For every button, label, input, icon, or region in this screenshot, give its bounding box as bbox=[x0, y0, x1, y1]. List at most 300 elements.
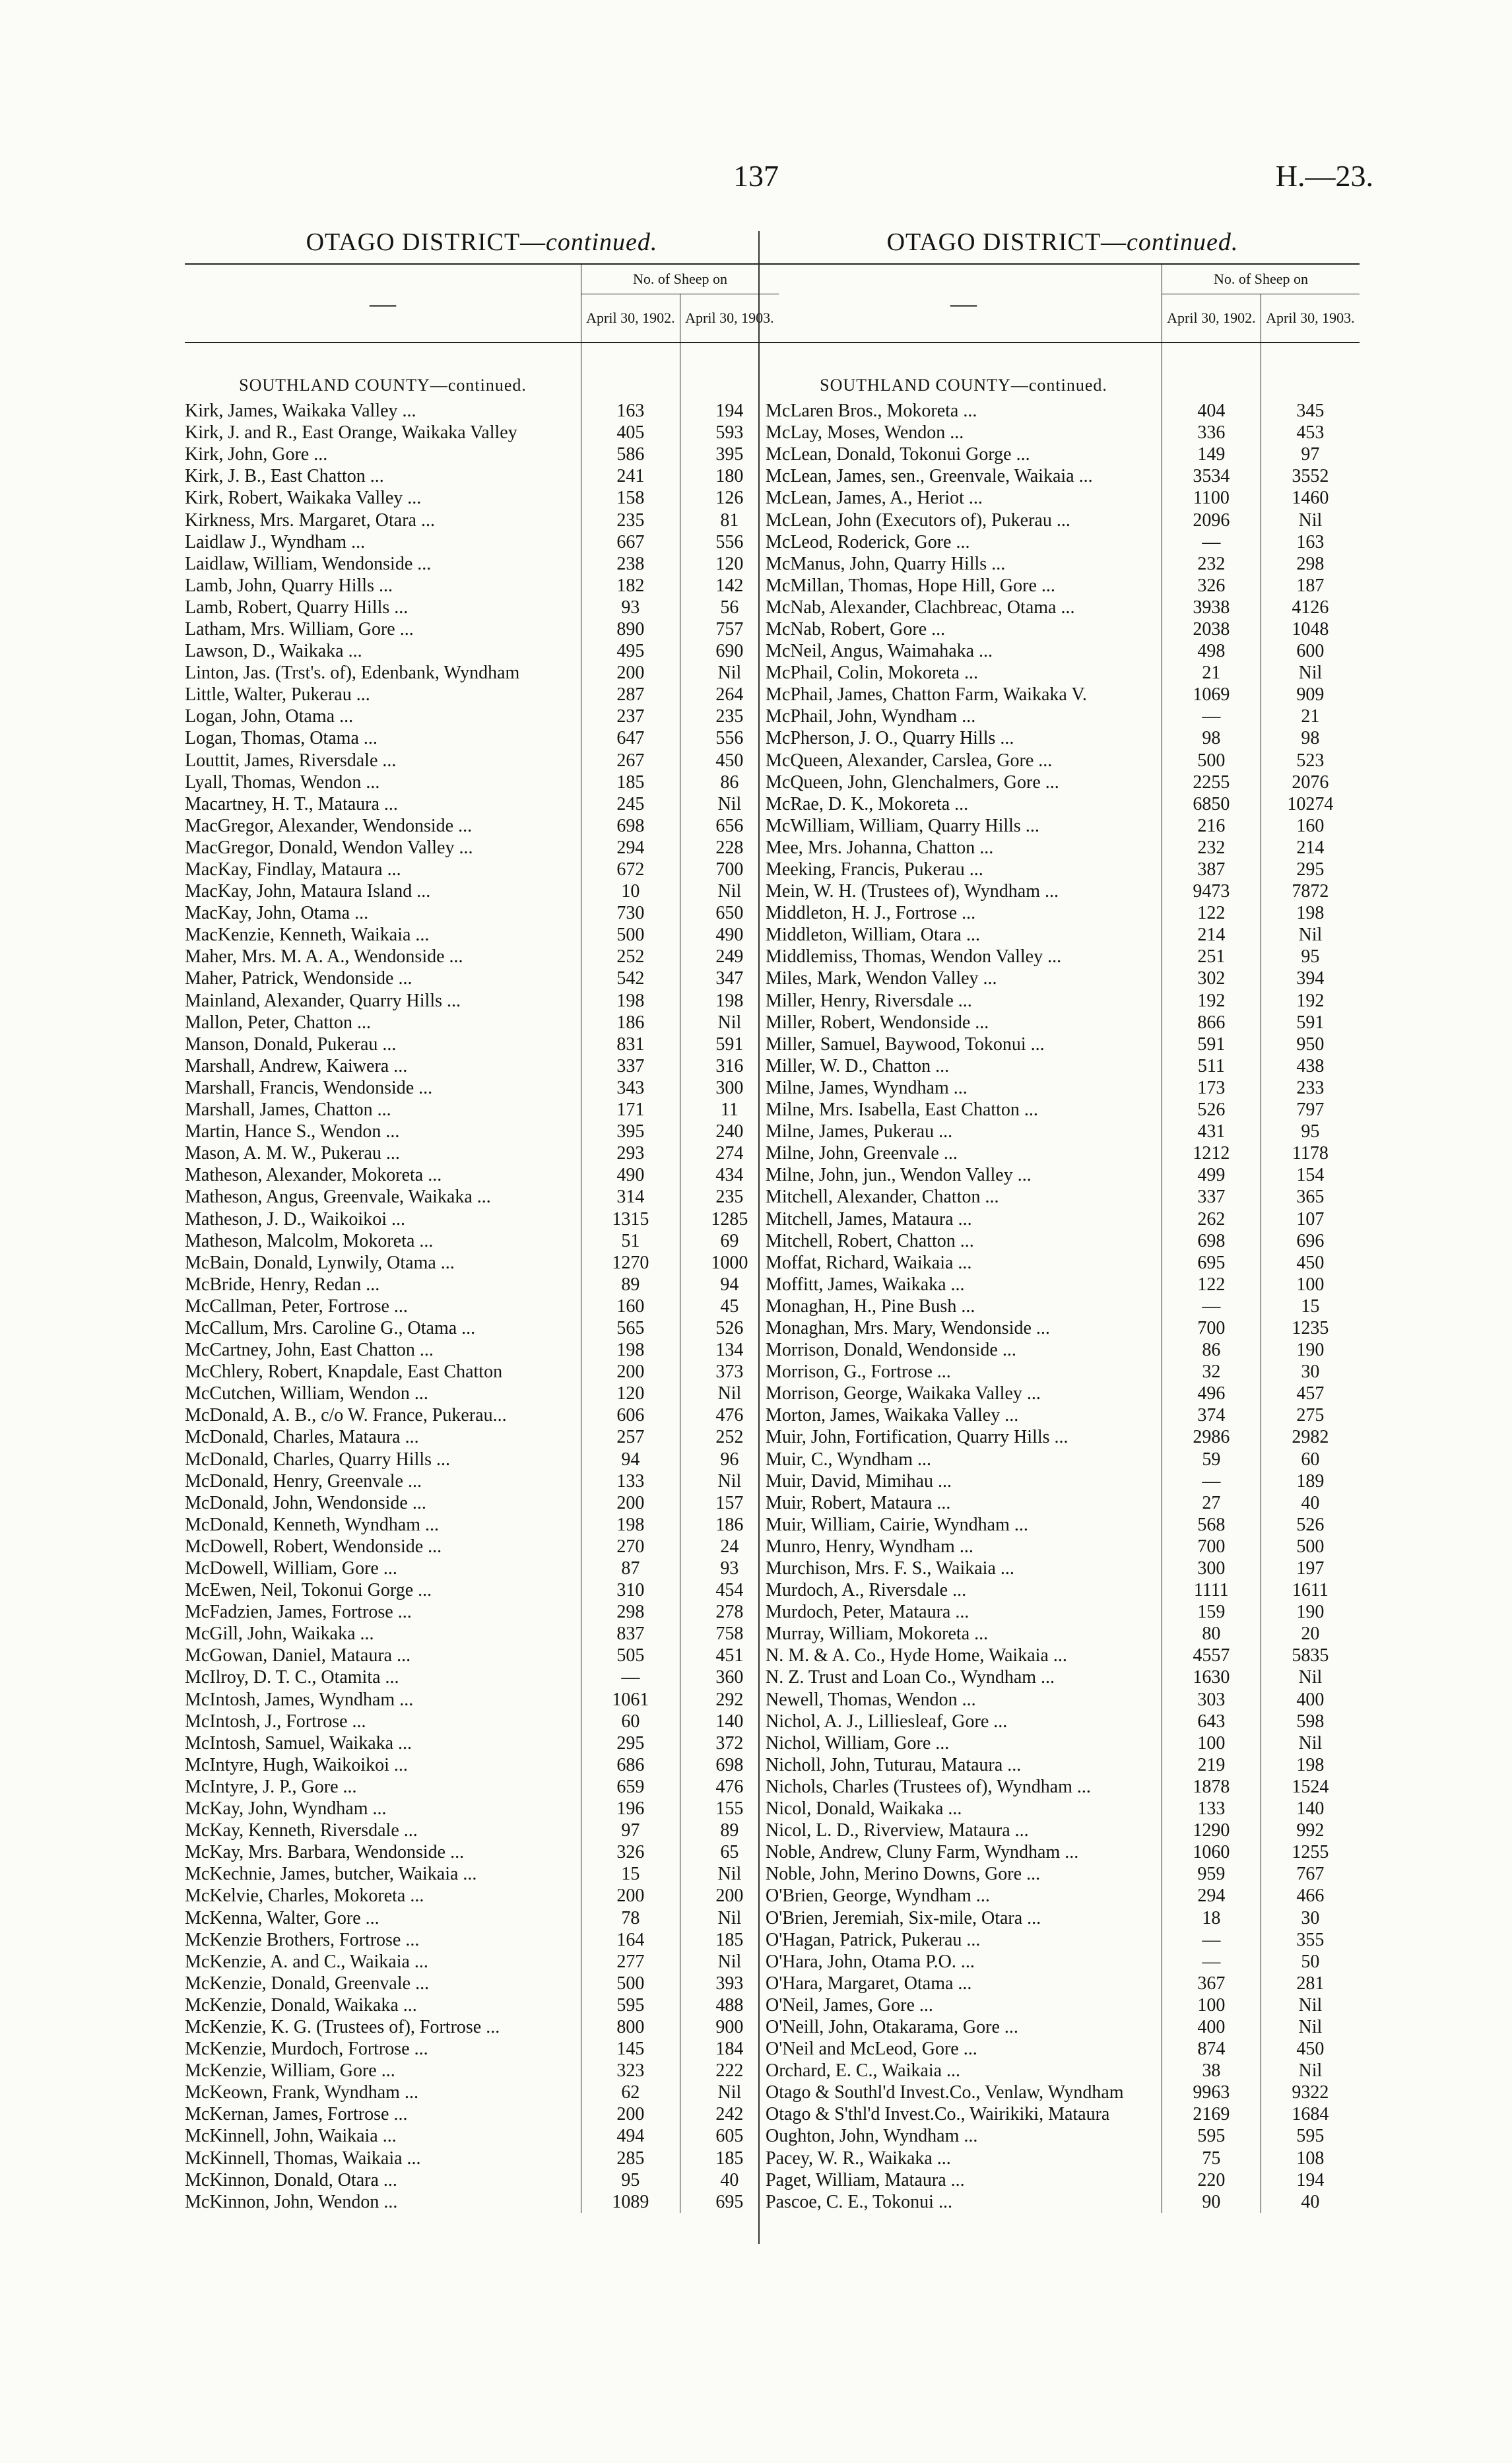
sheep-1903: 298 bbox=[1261, 553, 1360, 575]
table-row bbox=[766, 1383, 1360, 1404]
table-row bbox=[185, 990, 779, 1012]
sheep-1903: 81 bbox=[680, 509, 779, 531]
owner-name: Milne, John, Greenvale ... bbox=[766, 1143, 958, 1164]
sheep-table-left bbox=[185, 263, 779, 2213]
sheep-1902: 591 bbox=[1162, 1034, 1261, 1055]
table-row bbox=[185, 1929, 779, 1951]
table-row bbox=[185, 837, 779, 859]
table-row bbox=[185, 1383, 779, 1404]
sheep-1903: 523 bbox=[1261, 750, 1360, 772]
sheep-1903: 556 bbox=[680, 727, 779, 749]
table-row bbox=[766, 1711, 1360, 1732]
sheep-1903: 40 bbox=[1261, 1492, 1360, 1514]
sheep-1903: 56 bbox=[680, 597, 779, 618]
sheep-1903: 316 bbox=[680, 1055, 779, 1077]
table-row bbox=[766, 880, 1360, 902]
table-row bbox=[766, 1339, 1360, 1361]
owner-name: Lamb, John, Quarry Hills ... bbox=[185, 575, 393, 596]
sheep-1903: 20 bbox=[1261, 1623, 1360, 1645]
table-row bbox=[185, 902, 779, 924]
table-row bbox=[185, 1732, 779, 1754]
sheep-1903: 157 bbox=[680, 1492, 779, 1514]
owner-name: McPhail, James, Chatton Farm, Waikaka V. bbox=[766, 684, 1087, 706]
sheep-1903: 134 bbox=[680, 1339, 779, 1361]
sheep-1903: Nil bbox=[1261, 2060, 1360, 2082]
sheep-1902: 238 bbox=[581, 553, 680, 575]
table-row bbox=[185, 553, 779, 575]
sheep-1902: 100 bbox=[1162, 1994, 1261, 2016]
sheep-1902: 866 bbox=[1162, 1012, 1261, 1034]
sheep-1903: 300 bbox=[680, 1077, 779, 1099]
sheep-1903: 275 bbox=[1261, 1404, 1360, 1426]
owner-name: Middleton, William, Otara ... bbox=[766, 925, 980, 946]
sheep-1903: 992 bbox=[1261, 1820, 1360, 1841]
sheep-1903: 96 bbox=[680, 1449, 779, 1470]
owner-name: McLean, Donald, Tokonui Gorge ... bbox=[766, 444, 1030, 465]
owner-name: MacKenzie, Kenneth, Waikaia ... bbox=[185, 925, 430, 946]
sheep-1903: 457 bbox=[1261, 1383, 1360, 1404]
sheep-1903: 500 bbox=[1261, 1536, 1360, 1558]
sheep-1903: 189 bbox=[1261, 1470, 1360, 1492]
sheep-1902: 568 bbox=[1162, 1514, 1261, 1536]
owner-name: Munro, Henry, Wyndham ... bbox=[766, 1536, 973, 1557]
owner-name: Nicol, L. D., Riverview, Mataura ... bbox=[766, 1820, 1029, 1841]
sheep-1902: 198 bbox=[581, 990, 680, 1012]
table-row bbox=[766, 902, 1360, 924]
sheep-1903: Nil bbox=[680, 1863, 779, 1885]
sheep-1902: 97 bbox=[581, 1820, 680, 1841]
owner-name: Maher, Mrs. M. A. A., Wendonside ... bbox=[185, 946, 463, 968]
sheep-1903: 50 bbox=[1261, 1951, 1360, 1973]
owner-name: Murchison, Mrs. F. S., Waikaia ... bbox=[766, 1558, 1014, 1579]
table-row bbox=[185, 772, 779, 793]
sheep-1903: 95 bbox=[1261, 1121, 1360, 1142]
sheep-1902: 3534 bbox=[1162, 465, 1261, 487]
sheep-1902: 10 bbox=[581, 880, 680, 902]
sheep-1903: 593 bbox=[680, 422, 779, 443]
sheep-1902: 496 bbox=[1162, 1383, 1261, 1404]
sheep-1902: 2255 bbox=[1162, 772, 1261, 793]
owner-name: Muir, Robert, Mataura ... bbox=[766, 1492, 951, 1513]
table-row bbox=[766, 1841, 1360, 1863]
owner-name: Monaghan, H., Pine Bush ... bbox=[766, 1296, 975, 1317]
table-row bbox=[766, 1470, 1360, 1492]
sheep-1903: 278 bbox=[680, 1601, 779, 1623]
sheep-1903: 595 bbox=[1261, 2125, 1360, 2147]
table-row bbox=[185, 1208, 779, 1230]
sheep-1902: 494 bbox=[581, 2125, 680, 2147]
table-row bbox=[766, 2191, 1360, 2213]
table-row bbox=[766, 487, 1360, 509]
sheep-1903: 194 bbox=[680, 400, 779, 422]
sheep-1902: 262 bbox=[1162, 1208, 1261, 1230]
owner-name: Newell, Thomas, Wendon ... bbox=[766, 1689, 976, 1710]
table-row bbox=[766, 1274, 1360, 1296]
sheep-1902: 270 bbox=[581, 1536, 680, 1558]
owner-name: Marshall, Francis, Wendonside ... bbox=[185, 1077, 433, 1098]
sheep-1902: 314 bbox=[581, 1186, 680, 1208]
owner-name: Murdoch, A., Riversdale ... bbox=[766, 1580, 967, 1601]
sheep-1902: 200 bbox=[581, 662, 680, 684]
owner-name: Manson, Donald, Pukerau ... bbox=[185, 1034, 397, 1055]
owner-name: Mitchell, James, Mataura ... bbox=[766, 1208, 972, 1230]
sheep-1903: 281 bbox=[1261, 1973, 1360, 1994]
sheep-1902: 500 bbox=[581, 924, 680, 946]
owner-name: Mason, A. M. W., Pukerau ... bbox=[185, 1143, 400, 1164]
sheep-1902: 565 bbox=[581, 1317, 680, 1339]
sheep-1902: 800 bbox=[581, 2016, 680, 2038]
table-row bbox=[185, 1820, 779, 1841]
sheep-1903: 476 bbox=[680, 1404, 779, 1426]
sheep-1903: 15 bbox=[1261, 1296, 1360, 1317]
table-row bbox=[766, 1034, 1360, 1055]
sheep-1903: 476 bbox=[680, 1776, 779, 1798]
sheep-1902: 500 bbox=[1162, 750, 1261, 772]
table-row bbox=[766, 924, 1360, 946]
sheep-1903: 240 bbox=[680, 1121, 779, 1142]
owner-name: McKenzie, A. and C., Waikaia ... bbox=[185, 1951, 428, 1972]
sheep-1902: 120 bbox=[581, 1383, 680, 1404]
table-row bbox=[185, 859, 779, 880]
sheep-1902: 337 bbox=[581, 1055, 680, 1077]
owner-name: Lamb, Robert, Quarry Hills ... bbox=[185, 597, 409, 618]
owner-name: McDonald, John, Wendonside ... bbox=[185, 1492, 426, 1513]
table-row bbox=[185, 2060, 779, 2082]
sheep-1902: 336 bbox=[1162, 422, 1261, 443]
sheep-1902: 198 bbox=[581, 1514, 680, 1536]
owner-name: Milne, John, jun., Wendon Valley ... bbox=[766, 1165, 1032, 1186]
sheep-1903: 60 bbox=[1261, 1449, 1360, 1470]
table-row bbox=[185, 575, 779, 597]
owner-name: Otago & Southl'd Invest.Co., Venlaw, Wyndham bbox=[766, 2082, 1124, 2103]
table-row bbox=[185, 706, 779, 727]
table-row bbox=[766, 815, 1360, 837]
sheep-1902: 1630 bbox=[1162, 1666, 1261, 1688]
owner-name: McDowell, William, Gore ... bbox=[185, 1558, 397, 1579]
sheep-1902: 1111 bbox=[1162, 1579, 1261, 1601]
sheep-1902: 133 bbox=[1162, 1798, 1261, 1820]
owner-name: McIlroy, D. T. C., Otamita ... bbox=[185, 1667, 399, 1688]
sheep-1903: 2076 bbox=[1261, 772, 1360, 793]
sheep-1902: 303 bbox=[1162, 1689, 1261, 1711]
table-row bbox=[185, 618, 779, 640]
owner-name: Mee, Mrs. Johanna, Chatton ... bbox=[766, 837, 994, 858]
sheep-1902: 2096 bbox=[1162, 509, 1261, 531]
table-row bbox=[766, 750, 1360, 772]
owner-name: Muir, C., Wyndham ... bbox=[766, 1449, 932, 1470]
sheep-1902: 595 bbox=[581, 1994, 680, 2016]
sheep-1902: 9473 bbox=[1162, 880, 1261, 902]
sheep-1902: 498 bbox=[1162, 640, 1261, 662]
sheep-1902: 251 bbox=[1162, 946, 1261, 968]
sheep-1903: 30 bbox=[1261, 1361, 1360, 1383]
owner-name: Latham, Mrs. William, Gore ... bbox=[185, 618, 414, 640]
sheep-1903: 7872 bbox=[1261, 880, 1360, 902]
table-row bbox=[766, 1666, 1360, 1688]
owner-name: Morrison, George, Waikaka Valley ... bbox=[766, 1383, 1041, 1404]
table-row bbox=[185, 1973, 779, 1994]
sheep-1903: 192 bbox=[1261, 990, 1360, 1012]
owner-name: Miller, Robert, Wendonside ... bbox=[766, 1012, 989, 1033]
sheep-1902: 267 bbox=[581, 750, 680, 772]
owner-name: McDowell, Robert, Wendonside ... bbox=[185, 1536, 442, 1557]
owner-name: McLean, James, sen., Greenvale, Waikaia ... bbox=[766, 466, 1093, 487]
table-row bbox=[185, 1885, 779, 1907]
table-row bbox=[185, 924, 779, 946]
owner-name: Nichol, William, Gore ... bbox=[766, 1732, 950, 1754]
table-row bbox=[766, 422, 1360, 443]
table-row bbox=[185, 793, 779, 815]
owner-name: McLean, James, A., Heriot ... bbox=[766, 488, 983, 509]
owner-name: O'Neil, James, Gore ... bbox=[766, 1994, 933, 2016]
table-row bbox=[185, 1055, 779, 1077]
table-row bbox=[185, 1404, 779, 1426]
table-row bbox=[766, 1186, 1360, 1208]
table-row bbox=[185, 1711, 779, 1732]
owner-name: McIntosh, J., Fortrose ... bbox=[185, 1711, 366, 1732]
sheep-1903: 700 bbox=[680, 859, 779, 880]
table-row bbox=[185, 2169, 779, 2191]
sheep-1903: 605 bbox=[680, 2125, 779, 2147]
sheep-1903: 598 bbox=[1261, 1711, 1360, 1732]
sheep-1902: 287 bbox=[581, 684, 680, 706]
sheep-1902: 1315 bbox=[581, 1208, 680, 1230]
sheep-1903: 3552 bbox=[1261, 465, 1360, 487]
sheep-1902: 196 bbox=[581, 1798, 680, 1820]
sheep-1903: 1684 bbox=[1261, 2103, 1360, 2125]
owner-name: Martin, Hance S., Wendon ... bbox=[185, 1121, 400, 1142]
owner-name: Matheson, Malcolm, Mokoreta ... bbox=[185, 1230, 434, 1251]
table-row bbox=[185, 443, 779, 465]
table-row bbox=[766, 1252, 1360, 1274]
sheep-1903: 140 bbox=[680, 1711, 779, 1732]
table-row bbox=[766, 1732, 1360, 1754]
table-row bbox=[185, 1623, 779, 1645]
sheep-1903: 698 bbox=[680, 1754, 779, 1776]
owner-name: Paget, William, Mataura ... bbox=[766, 2169, 965, 2190]
sheep-1902: 192 bbox=[1162, 990, 1261, 1012]
table-row bbox=[185, 880, 779, 902]
sheep-1902: 160 bbox=[581, 1296, 680, 1317]
owner-name: Mein, W. H. (Trustees of), Wyndham ... bbox=[766, 881, 1059, 902]
sheep-1903: 347 bbox=[680, 968, 779, 989]
table-row bbox=[766, 2060, 1360, 2082]
sheep-1903: 98 bbox=[1261, 727, 1360, 749]
sheep-1903: 292 bbox=[680, 1689, 779, 1711]
sheep-1903: 190 bbox=[1261, 1339, 1360, 1361]
table-row bbox=[766, 1623, 1360, 1645]
sheep-1903: 214 bbox=[1261, 837, 1360, 859]
table-row bbox=[185, 662, 779, 684]
owner-name: Matheson, Angus, Greenvale, Waikaka ... bbox=[185, 1187, 491, 1208]
table-row bbox=[185, 531, 779, 553]
table-row bbox=[766, 990, 1360, 1012]
owner-name: MacKay, Findlay, Mataura ... bbox=[185, 859, 401, 880]
sheep-1902: 400 bbox=[1162, 2016, 1261, 2038]
sheep-1903: 1611 bbox=[1261, 1579, 1360, 1601]
owner-name: O'Hara, John, Otama P.O. ... bbox=[766, 1951, 975, 1972]
sheep-1903: Nil bbox=[1261, 924, 1360, 946]
sheep-1902: — bbox=[1162, 531, 1261, 553]
sheep-1903: 696 bbox=[1261, 1230, 1360, 1252]
sheep-1903: 40 bbox=[1261, 2191, 1360, 2213]
sheep-1903: Nil bbox=[1261, 2016, 1360, 2038]
sheep-1903: 65 bbox=[680, 1841, 779, 1863]
owner-name: McNab, Alexander, Clachbreac, Otama ... bbox=[766, 597, 1075, 618]
owner-name: Macartney, H. T., Mataura ... bbox=[185, 793, 398, 814]
owner-name: MacKay, John, Otama ... bbox=[185, 903, 369, 924]
table-row bbox=[766, 793, 1360, 815]
table-row bbox=[766, 597, 1360, 618]
sheep-1902: 6850 bbox=[1162, 793, 1261, 815]
sheep-1903: 345 bbox=[1261, 400, 1360, 422]
sheep-1902: 232 bbox=[1162, 837, 1261, 859]
table-row bbox=[766, 1536, 1360, 1558]
owner-name: Noble, Andrew, Cluny Farm, Wyndham ... bbox=[766, 1842, 1079, 1863]
table-row bbox=[185, 1361, 779, 1383]
owner-name: Milne, James, Wyndham ... bbox=[766, 1077, 968, 1098]
owner-name: McKenzie, Murdoch, Fortrose ... bbox=[185, 2039, 428, 2060]
sheep-1903: 274 bbox=[680, 1142, 779, 1164]
owner-name: MacKay, John, Mataura Island ... bbox=[185, 881, 431, 902]
owner-name: Miller, W. D., Chatton ... bbox=[766, 1055, 950, 1076]
district-title bbox=[185, 221, 779, 263]
table-row bbox=[766, 1492, 1360, 1514]
sheep-1902: 1270 bbox=[581, 1252, 680, 1274]
sheep-1902: 38 bbox=[1162, 2060, 1261, 2082]
sheep-1903: 142 bbox=[680, 575, 779, 597]
sheep-1902: 659 bbox=[581, 1776, 680, 1798]
sheep-1903: 235 bbox=[680, 706, 779, 727]
owner-name: Orchard, E. C., Waikaia ... bbox=[766, 2060, 961, 2082]
table-row bbox=[185, 1798, 779, 1820]
owner-name: McCallman, Peter, Fortrose ... bbox=[185, 1296, 408, 1317]
continued-label: continued. bbox=[1127, 228, 1239, 256]
table-row bbox=[185, 487, 779, 509]
sheep-1903: 154 bbox=[1261, 1164, 1360, 1186]
sheep-1902: 730 bbox=[581, 902, 680, 924]
table-row bbox=[766, 946, 1360, 968]
owner-name: McKenna, Walter, Gore ... bbox=[185, 1907, 379, 1928]
owner-name: Mitchell, Robert, Chatton ... bbox=[766, 1230, 974, 1251]
sheep-1903: 197 bbox=[1261, 1558, 1360, 1579]
table-row bbox=[766, 1317, 1360, 1339]
sheep-1903: 107 bbox=[1261, 1208, 1360, 1230]
sheep-1903: 24 bbox=[680, 1536, 779, 1558]
owner-name: McPhail, John, Wyndham ... bbox=[766, 706, 976, 727]
sheep-1902: 149 bbox=[1162, 443, 1261, 465]
owner-name: McKeown, Frank, Wyndham ... bbox=[185, 2082, 418, 2103]
owner-name: Otago & S'thl'd Invest.Co., Wairikiki, Mataura bbox=[766, 2104, 1110, 2125]
sheep-1902: 18 bbox=[1162, 1907, 1261, 1928]
sheep-1903: 1460 bbox=[1261, 487, 1360, 509]
owner-name: McMillan, Thomas, Hope Hill, Gore ... bbox=[766, 575, 1055, 596]
table-row bbox=[185, 1536, 779, 1558]
owner-name: Kirk, J. and R., East Orange, Waikaka Valley bbox=[185, 422, 517, 443]
sheep-1902: — bbox=[1162, 1929, 1261, 1951]
sheep-1903: 656 bbox=[680, 815, 779, 837]
sheep-1903: 650 bbox=[680, 902, 779, 924]
sheep-1903: 950 bbox=[1261, 1034, 1360, 1055]
sheep-1902: 387 bbox=[1162, 859, 1261, 880]
sheep-1902: 374 bbox=[1162, 1404, 1261, 1426]
sheep-1903: 373 bbox=[680, 1361, 779, 1383]
sheep-1902: 200 bbox=[581, 1361, 680, 1383]
sheep-1903: 155 bbox=[680, 1798, 779, 1820]
table-row bbox=[766, 1645, 1360, 1666]
owner-name: McDonald, Charles, Mataura ... bbox=[185, 1427, 419, 1448]
sheep-1903: 450 bbox=[1261, 1252, 1360, 1274]
sheep-1902: 837 bbox=[581, 1623, 680, 1645]
sheep-1903: 198 bbox=[680, 990, 779, 1012]
sheep-1902: 89 bbox=[581, 1274, 680, 1296]
sheep-group-header: No. of Sheep on bbox=[581, 264, 779, 294]
sheep-1903: 93 bbox=[680, 1558, 779, 1579]
table-row bbox=[185, 750, 779, 772]
owner-name: McWilliam, William, Quarry Hills ... bbox=[766, 815, 1039, 836]
sheep-1902: 62 bbox=[581, 2082, 680, 2103]
sheep-1903: 228 bbox=[680, 837, 779, 859]
table-row bbox=[766, 2169, 1360, 2191]
sheep-1902: 405 bbox=[581, 422, 680, 443]
sheep-1903: 450 bbox=[680, 750, 779, 772]
sheep-1902: 4557 bbox=[1162, 1645, 1261, 1666]
sheep-1902: 163 bbox=[581, 400, 680, 422]
table-row bbox=[766, 443, 1360, 465]
table-row bbox=[185, 1077, 779, 1099]
sheep-1902: 90 bbox=[1162, 2191, 1261, 2213]
owner-name: Meeking, Francis, Pukerau ... bbox=[766, 859, 983, 880]
owner-name: McDonald, A. B., c/o W. France, Pukerau... bbox=[185, 1405, 507, 1426]
table-row bbox=[766, 1798, 1360, 1820]
table-row bbox=[185, 1470, 779, 1492]
sheep-1902: 490 bbox=[581, 1164, 680, 1186]
sheep-1903: 222 bbox=[680, 2060, 779, 2082]
owner-name: McIntosh, Samuel, Waikaka ... bbox=[185, 1732, 412, 1754]
sheep-1903: 10274 bbox=[1261, 793, 1360, 815]
owner-name: Miller, Henry, Riversdale ... bbox=[766, 990, 972, 1011]
sheep-1902: 122 bbox=[1162, 902, 1261, 924]
sheep-1902: 1089 bbox=[581, 2191, 680, 2213]
owner-name: McDonald, Henry, Greenvale ... bbox=[185, 1470, 422, 1492]
owner-name: McKinnell, John, Waikaia ... bbox=[185, 2126, 397, 2147]
owner-name: Murray, William, Mokoreta ... bbox=[766, 1624, 989, 1645]
owner-name: McIntosh, James, Wyndham ... bbox=[185, 1689, 414, 1710]
sheep-1902: 158 bbox=[581, 487, 680, 509]
table-row bbox=[766, 1230, 1360, 1252]
sheep-1902: 1878 bbox=[1162, 1776, 1261, 1798]
table-row bbox=[766, 706, 1360, 727]
sheep-1903: 30 bbox=[1261, 1907, 1360, 1928]
owner-name: Little, Walter, Pukerau ... bbox=[185, 684, 370, 706]
table-row bbox=[185, 1186, 779, 1208]
sheep-1903: 490 bbox=[680, 924, 779, 946]
owner-name: McQueen, John, Glenchalmers, Gore ... bbox=[766, 772, 1059, 793]
sheep-1903: 295 bbox=[1261, 859, 1360, 880]
owner-name: McKinnell, Thomas, Waikaia ... bbox=[185, 2148, 421, 2169]
sheep-1903: 185 bbox=[680, 1929, 779, 1951]
sheep-1902: 831 bbox=[581, 1034, 680, 1055]
sheep-1903: 1000 bbox=[680, 1252, 779, 1274]
sheep-1903: Nil bbox=[680, 2082, 779, 2103]
owner-name: O'Brien, Jeremiah, Six-mile, Otara ... bbox=[766, 1907, 1041, 1928]
table-row bbox=[766, 531, 1360, 553]
sheep-1903: 187 bbox=[1261, 575, 1360, 597]
sheep-1902: 94 bbox=[581, 1449, 680, 1470]
sheep-1903: 1048 bbox=[1261, 618, 1360, 640]
sheep-1902: 133 bbox=[581, 1470, 680, 1492]
table-row bbox=[185, 1274, 779, 1296]
